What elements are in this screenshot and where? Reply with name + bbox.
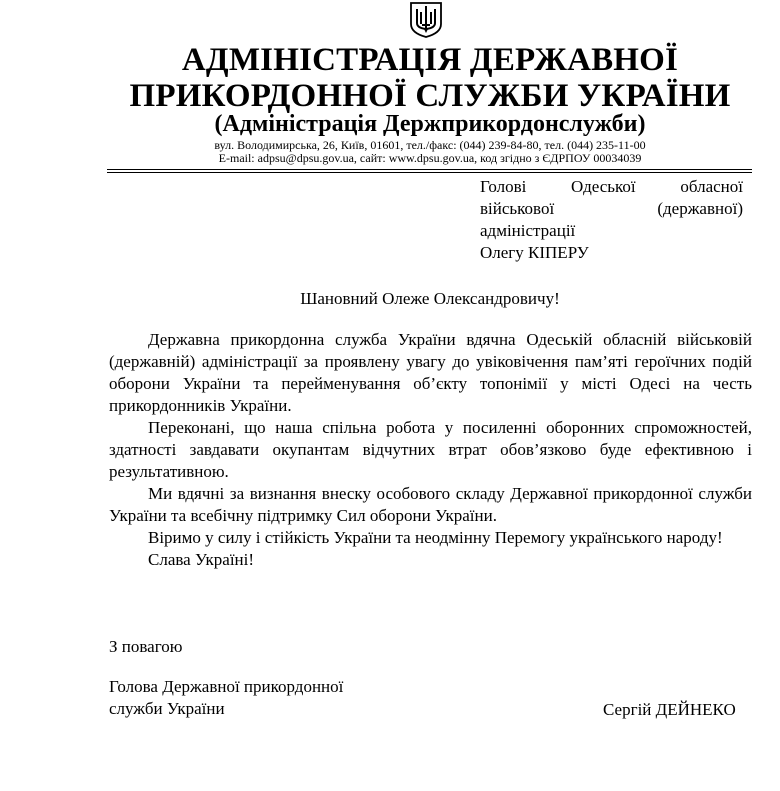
organization-name-line2: ПРИКОРДОННОЇ СЛУЖБИ УКРАЇНИ <box>129 78 731 114</box>
letterhead-divider-top <box>107 169 752 170</box>
addressee-line: адміністрації <box>480 221 576 240</box>
body-paragraph: Ми вдячні за визнання внеску особового складу Державної прикордонної служби України та всебічну підтримку Сил оборони України. <box>109 484 752 525</box>
organization-short-name: (Адміністрація Держприкордонслужби) <box>214 111 646 137</box>
salutation: Шановний Олеже Олександровичу! <box>300 289 560 308</box>
addressee-block <box>480 176 743 264</box>
addressee-line: військової (державної) <box>480 199 743 218</box>
body-paragraph: Слава Україні! <box>148 550 255 569</box>
body-paragraph: Віримо у силу і стійкість України та неодмінну Перемогу українського народу! <box>148 528 723 547</box>
signatory-name: Сергій ДЕЙНЕКО <box>603 700 736 719</box>
body-paragraph: Державна прикордонна служба України вдячна Одеській обласній військовій (державній) адміністрації за проявлену увагу до увіковічення пам’яті героїчних подій оборони України та перейменування об’єкту топонімії у місті Одесі на честь прикордонників України. <box>109 330 752 415</box>
body-paragraph: Переконані, що наша спільна робота у посиленні оборонних спроможностей, здатності завдавати окупантам відчутних втрат обов’язково буде ефективною і результативною. <box>109 418 752 481</box>
letter-body <box>109 329 752 571</box>
contacts-address: вул. Володимирська, 26, Київ, 01601, тел./факс: (044) 239-84-80, тел. (044) 235-11-00 <box>214 138 646 152</box>
contacts-email-site: E-mail: adpsu@dpsu.gov.ua, сайт: www.dpsu.gov.ua, код згідно з ЄДРПОУ 00034039 <box>218 151 642 165</box>
trident-icon <box>402 0 450 38</box>
organization-name-line1: АДМІНІСТРАЦІЯ ДЕРЖАВНОЇ <box>181 42 679 78</box>
closing-phrase: З повагою <box>109 637 183 656</box>
signatory-title-line2: служби України <box>109 699 225 718</box>
addressee-name: Олегу КІПЕРУ <box>480 243 589 262</box>
signatory-title <box>109 676 343 720</box>
signatory-title-line1: Голова Державної прикордонної <box>109 677 344 696</box>
letterhead-divider-bottom <box>107 172 752 173</box>
addressee-line: Голові Одеської обласної <box>480 177 743 196</box>
